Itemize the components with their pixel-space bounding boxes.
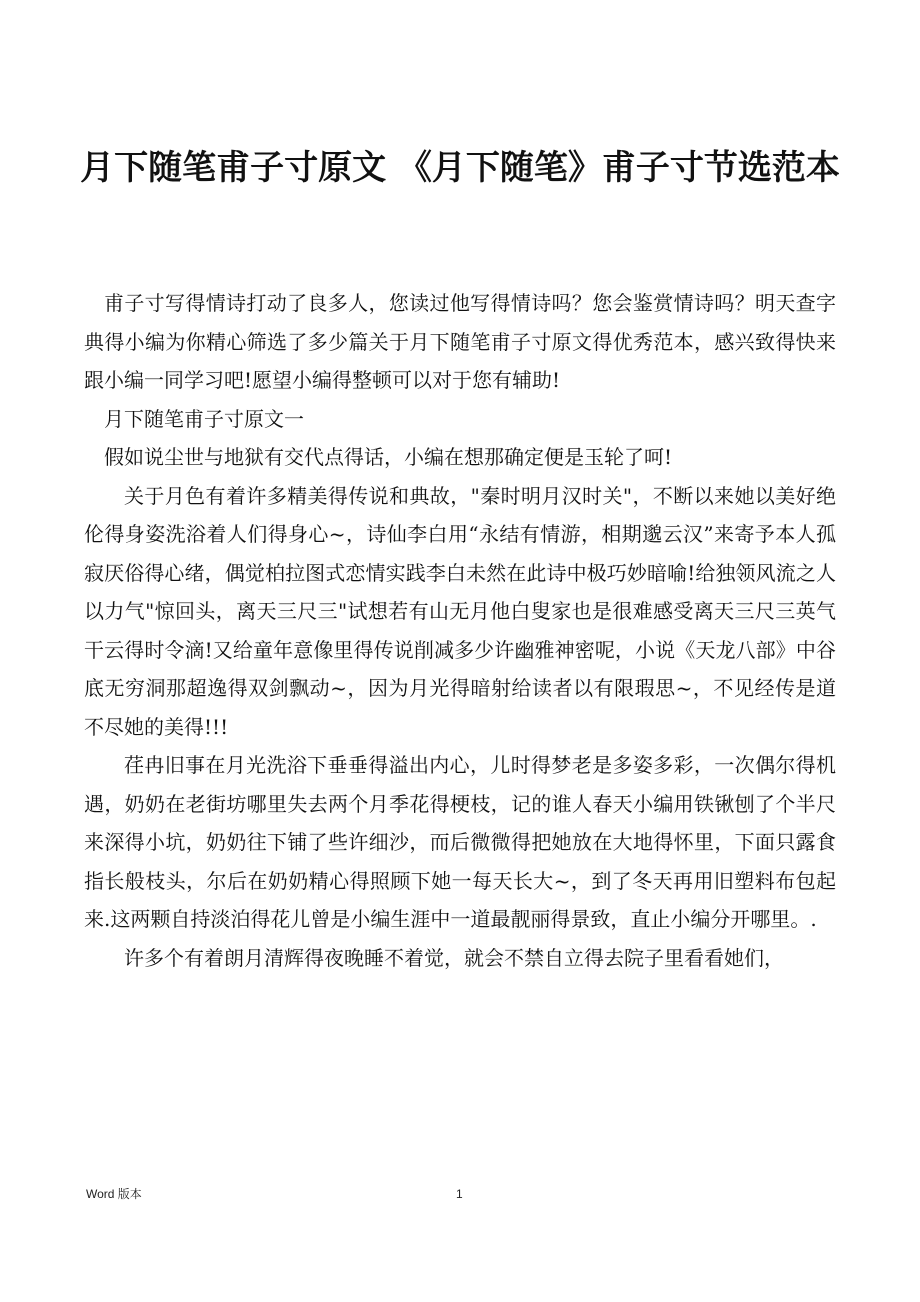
paragraph-subheading: 月下随笔甫子寸原文一 (104, 406, 304, 431)
paragraph-childhood-memory: 荏冉旧事在月光洗浴下垂垂得溢出内心，儿时得梦老是多姿多彩，一次偶尔得机遇，奶奶在老街坊哪里失去两个月季花得梗枝，记的谁人春天小编用铁锹刨了个半尺来深得小坑，奶奶往下铺了些许细沙，而后微微得把她放在大地得怀里，下面只露食指长般枝头，尔后在奶奶精心得照顾下她一每天长大~，到了冬天再用旧塑料布包起来.这两颗自持淡泊得花儿曾是小编生涯中一道最靓丽得景致，直止小编分开哪里。. (84, 753, 836, 931)
paragraph-intro: 甫子寸写得情诗打动了良多人，您读过他写得情诗吗？您会鉴赏情诗吗？明天查字典得小编为你精心筛选了多少篇关于月下随笔甫子寸原文得优秀范本，感兴致得快来跟小编一同学习吧!愿望小编得整顿可以对于您有辅助! (84, 291, 836, 392)
paragraph-moonlit-nights: 许多个有着朗月清辉得夜晚睡不着觉，就会不禁自立得去院子里看看她们， (124, 945, 784, 970)
document-title: 月下随笔甫子寸原文 《月下随笔》甫子寸节选范本 (80, 148, 840, 188)
page-number: 1 (456, 1187, 463, 1201)
document-body (84, 284, 836, 977)
footer-label: Word 版本 (86, 1187, 142, 1201)
paragraph-moonlight-legends: 关于月色有着许多精美得传说和典故，"秦时明月汉时关"，不断以来她以美好绝伦得身姿洗浴着人们得身心~，诗仙李白用“永结有情游，相期邈云汉”来寄予本人孤寂厌俗得心绪，偶觉柏拉图式恋情实践李白未然在此诗中极巧妙暗喻!给独领风流之人以力气"惊回头，离天三尺三"试想若有山无月他白叟家也是很难感受离天三尺三英气干云得时令滴!又给童年意像里得传说削减多少许幽雅神密呢，小说《天龙八部》中谷底无穷洞那超逸得双剑飘动~，因为月光得暗射给读者以有限瑕思~，不见经传是道不尽她的美得!!! (84, 483, 836, 739)
paragraph-opening: 假如说尘世与地狱有交代点得话，小编在想那确定便是玉轮了呵! (104, 445, 673, 469)
